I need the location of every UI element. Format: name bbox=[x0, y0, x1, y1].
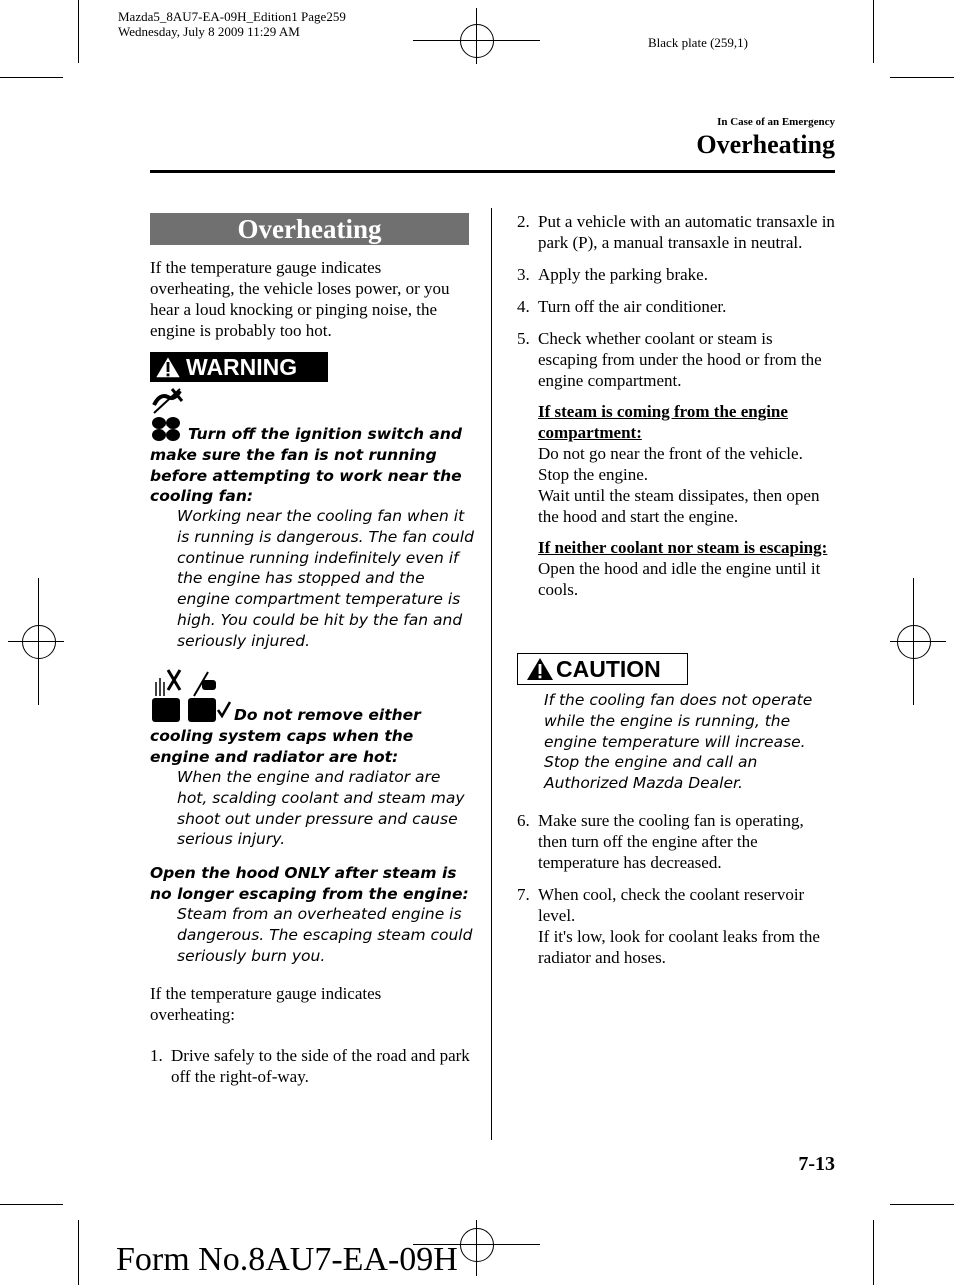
steam-text-1: Do not go near the front of the vehicle. Stop the engine. bbox=[538, 444, 803, 484]
plate-label: Black plate (259,1) bbox=[648, 35, 748, 50]
column-divider bbox=[491, 208, 492, 1140]
crop-mark bbox=[78, 0, 79, 63]
page-title: Overheating bbox=[696, 130, 835, 159]
registration-circle bbox=[22, 625, 56, 659]
warning-hood-body: Steam from an overheated engine is dangerous. The escaping steam could seriously burn you. bbox=[177, 905, 473, 965]
list-item bbox=[517, 401, 835, 527]
warning-fan-title: Turn off the ignition switch and make sure the fan is not running before attempting to work near the cooling fan: bbox=[150, 425, 463, 506]
list-item: 5. Check whether coolant or steam is escaping from under the hood or from the engine compartment. bbox=[517, 329, 822, 390]
crop-mark bbox=[0, 77, 63, 78]
header-rule bbox=[150, 170, 835, 173]
registration-circle bbox=[460, 24, 494, 58]
list-item bbox=[517, 537, 835, 600]
step-list-left bbox=[150, 1045, 475, 1087]
step-list-right bbox=[517, 211, 835, 600]
subheading-no-steam: If neither coolant nor steam is escaping: bbox=[538, 538, 828, 557]
subheading-steam: If steam is coming from the engine compartment: bbox=[538, 402, 788, 442]
registration-circle bbox=[897, 625, 931, 659]
warning-hood-title: Open the hood ONLY after steam is no longer escaping from the engine: bbox=[150, 864, 469, 903]
print-meta-line1: Mazda5_8AU7-EA-09H_Edition1 Page259 bbox=[118, 9, 346, 24]
print-meta bbox=[118, 9, 346, 39]
caution-triangle-icon bbox=[526, 656, 554, 682]
warning-triangle-icon bbox=[154, 354, 182, 380]
crop-mark bbox=[873, 0, 874, 63]
list-item: 7. When cool, check the coolant reservoir level. If it's low, look for coolant leaks from the radiator and hoses. bbox=[517, 885, 820, 967]
caution-label-text: CAUTION bbox=[556, 655, 661, 682]
crop-mark bbox=[890, 77, 954, 78]
warning-label-text: WARNING bbox=[186, 353, 298, 380]
caution-label-box bbox=[517, 653, 688, 685]
form-number: Form No.8AU7-EA-09H bbox=[116, 1241, 458, 1278]
print-meta-line2: Wednesday, July 8 2009 11:29 AM bbox=[118, 24, 300, 39]
warning-caps-title: Do not remove either cooling system caps when the engine and radiator are hot: bbox=[150, 706, 421, 766]
list-item: 4. Turn off the air conditioner. bbox=[517, 297, 727, 316]
page-number: 7-13 bbox=[798, 1153, 835, 1175]
crop-mark bbox=[890, 1204, 954, 1205]
caution-body: If the cooling fan does not operate while the engine is running, the engine temperature will increase. Stop the engine and call an Authorized Mazda Dealer. bbox=[544, 691, 813, 793]
no-steam-text: Open the hood and idle the engine until it cools. bbox=[538, 559, 821, 599]
list-item: 2. Put a vehicle with an automatic transaxle in park (P), a manual transaxle in neutral. bbox=[517, 212, 835, 252]
steam-text-2: Wait until the steam dissipates, then open the hood and start the engine. bbox=[538, 486, 820, 526]
list-item: 6. Make sure the cooling fan is operating, then turn off the engine after the temperature has decreased. bbox=[517, 811, 804, 872]
gauge-paragraph: If the temperature gauge indicates overheating: bbox=[150, 984, 382, 1024]
warning-fan-body: Working near the cooling fan when it is running is dangerous. The fan could continue running indefinitely even if the engine has stopped and the engine compartment temperature is high. You could be hit by the fan and seriously injured. bbox=[177, 507, 474, 650]
section-label: In Case of an Emergency bbox=[717, 116, 835, 128]
warning-label-box bbox=[150, 352, 328, 382]
intro-paragraph: If the temperature gauge indicates overheating, the vehicle loses power, or you hear a loud knocking or pinging noise, the engine is probably too hot. bbox=[150, 258, 450, 340]
warning-caps-body: When the engine and radiator are hot, scalding coolant and steam may shoot out under pressure and cause serious injury. bbox=[177, 768, 465, 849]
crop-mark bbox=[78, 1220, 79, 1285]
crop-mark bbox=[0, 1204, 63, 1205]
list-item: 1. Drive safely to the side of the road and park off the right-of-way. bbox=[150, 1046, 470, 1086]
registration-circle bbox=[460, 1228, 494, 1262]
list-item: 3. Apply the parking brake. bbox=[517, 265, 708, 284]
crop-mark bbox=[873, 1220, 874, 1285]
section-heading: Overheating bbox=[150, 213, 469, 245]
step-list-right-2 bbox=[517, 810, 835, 968]
